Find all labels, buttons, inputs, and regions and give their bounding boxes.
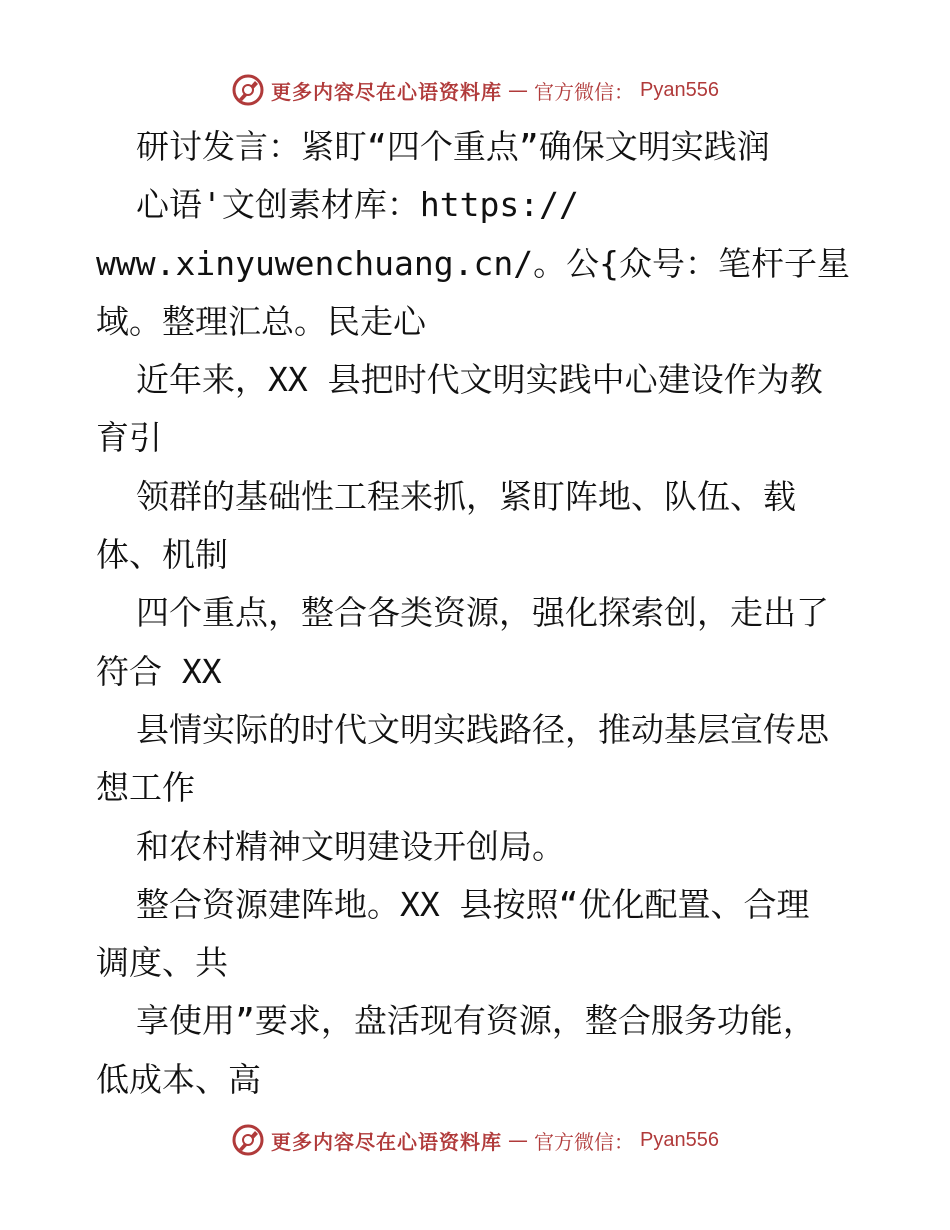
watermark-wechat-label: 官方微信： [534, 1129, 635, 1154]
text-line: 研讨发言：紧盯“四个重点”确保文明实践润 [136, 127, 770, 166]
watermark-wechat-id: Pyan556 [640, 1128, 719, 1151]
watermark-text: 更多内容尽在心语资料库 [271, 79, 503, 104]
text-line: 和农村精神文明建设开创局。 [136, 826, 565, 866]
quill-pen-logo-icon [231, 73, 265, 107]
document-body [96, 118, 876, 1109]
watermark-wechat-label: 官方微信： [534, 79, 635, 104]
text-line: 低成本、高 [96, 1059, 261, 1099]
watermark-text: 更多内容尽在心语资料库 [271, 1129, 503, 1154]
footer-watermark [0, 1120, 950, 1160]
text-line: 县情实际的时代文明实践路径，推动基层宣传思 [136, 709, 829, 749]
text-line: 领群的基础性工程来抓，紧盯阵地、队伍、载 [136, 476, 796, 516]
text-line: 域。整理汇总。民走心 [96, 301, 426, 341]
watermark-separator: — [508, 1128, 529, 1152]
watermark-separator: — [508, 78, 529, 102]
header-watermark [0, 70, 950, 110]
text-line: 调度、共 [96, 943, 228, 983]
quill-pen-logo-icon [231, 1123, 265, 1157]
text-line: 想工作 [96, 768, 195, 808]
text-line: 心语'文创素材库：https:// [136, 185, 579, 225]
watermark-wechat-id: Pyan556 [640, 78, 719, 101]
text-line: 四个重点，整合各类资源，强化探索创，走出了 [136, 593, 829, 633]
text-line: 整合资源建阵地。XX 县按照“优化配置、合理 [136, 884, 810, 924]
text-line: 享使用”要求，盘活现有资源，整合服务功能， [136, 1001, 816, 1041]
text-line: 育引 [96, 418, 162, 458]
text-line: www.xinyuwenchuang.cn/。公{众号：笔杆子星 [96, 243, 850, 283]
text-line: 符合 XX [96, 651, 222, 691]
text-line: 体、机制 [96, 535, 228, 575]
text-line: 近年来，XX 县把时代文明实践中心建设作为教 [136, 360, 823, 400]
